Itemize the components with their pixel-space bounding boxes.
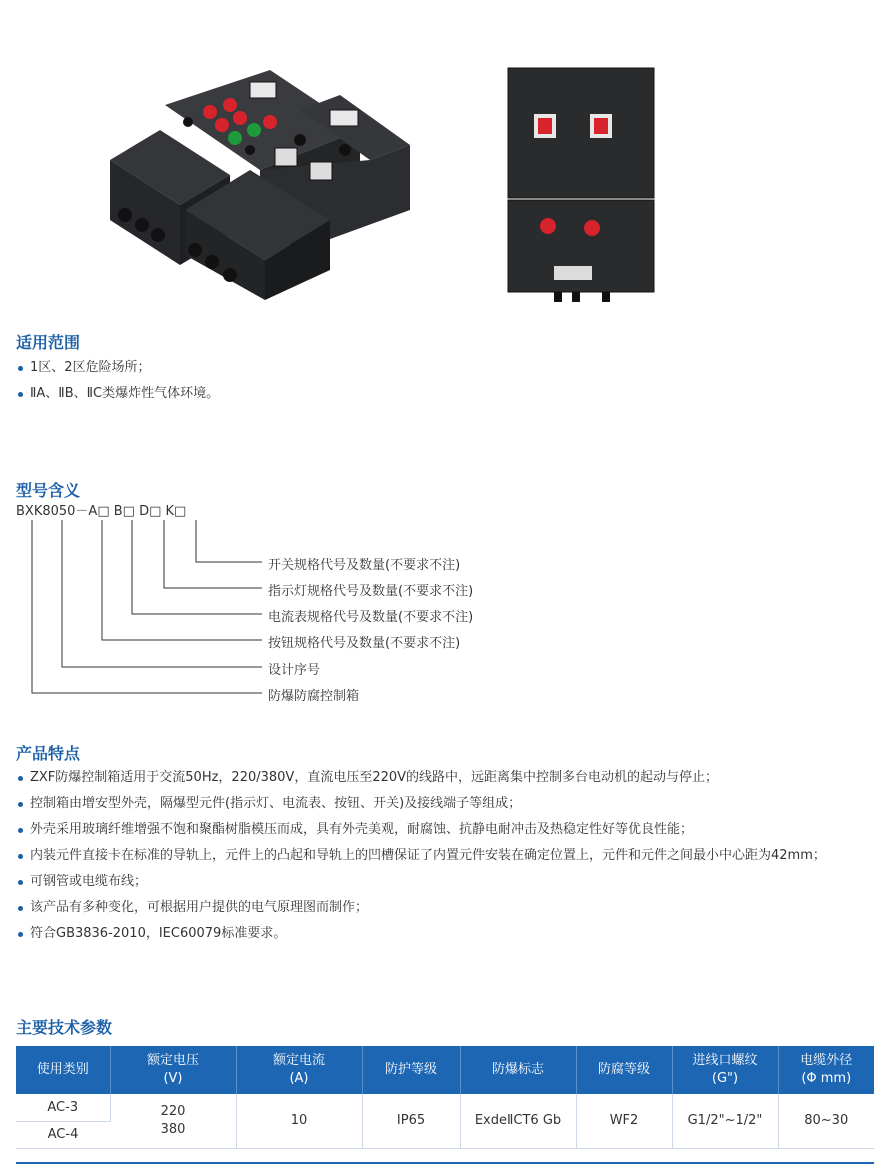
legend-box: 防爆防腐控制箱 [268, 689, 360, 704]
th-current: 额定电流 (A) [236, 1046, 362, 1094]
legend-design-serial: 设计序号 [268, 663, 321, 678]
th-explosion: 防爆标志 [460, 1046, 576, 1094]
cell-thread: G1/2"~1/2" [672, 1094, 778, 1148]
th-protection: 防护等级 [362, 1046, 460, 1094]
list-item: 内装元件直接卡在标准的导轨上，元件上的凸起和导轨上的凹槽保证了内置元件安装在确定位置上，元件和元件之间最小中心距为42mm； [18, 843, 826, 869]
control-box-front-image [482, 48, 682, 316]
list-item: ⅡA、ⅡB、ⅡC类爆炸性气体环境。 [18, 381, 219, 407]
cell-protection: IP65 [362, 1094, 460, 1148]
th-category: 使用类别 [16, 1046, 110, 1094]
cell-category: AC-4 [16, 1121, 110, 1148]
spec-table [16, 1046, 874, 1149]
list-item: 外壳采用玻璃纤维增强不饱和聚酯树脂模压而成，具有外壳美观，耐腐蚀、抗静电耐冲击及热稳定性好等优良性能； [18, 817, 826, 843]
scope-list [18, 355, 219, 407]
th-voltage: 额定电压 (V) [110, 1046, 236, 1094]
th-corrosion: 防腐等级 [576, 1046, 672, 1094]
cell-voltage: 220 380 [110, 1094, 236, 1148]
product-images [0, 0, 888, 320]
th-thread: 进线口螺纹 (G") [672, 1046, 778, 1094]
list-item: 1区、2区危险场所； [18, 355, 219, 381]
params-title: 主要技术参数 [16, 1018, 113, 1037]
legend-indicator: 指示灯规格代号及数量(不要求不注) [268, 584, 474, 599]
features-title: 产品特点 [16, 744, 81, 763]
cell-cable: 80~30 [778, 1094, 874, 1148]
cell-explosion: ExdeⅡCT6 Gb [460, 1094, 576, 1148]
cell-current: 10 [236, 1094, 362, 1148]
list-item: 符合GB3836-2010，IEC60079标准要求。 [18, 921, 826, 947]
combined-control-box-image [100, 50, 420, 305]
legend-ammeter: 电流表规格代号及数量(不要求不注) [268, 610, 474, 625]
th-cable: 电缆外径 (Φ mm) [778, 1046, 874, 1094]
legend-switch: 开关规格代号及数量(不要求不注) [268, 558, 461, 573]
list-item: ZXF防爆控制箱适用于交流50Hz，220/380V，直流电压至220V的线路中，远距离集中控制多台电动机的起动与停止； [18, 765, 826, 791]
table-row [16, 1094, 874, 1121]
scope-title: 适用范围 [16, 333, 81, 352]
cell-category: AC-3 [16, 1094, 110, 1121]
legend-button: 按钮规格代号及数量(不要求不注) [268, 636, 461, 651]
cell-corrosion: WF2 [576, 1094, 672, 1148]
table-bottom-rule [16, 1162, 874, 1164]
list-item: 该产品有多种变化，可根据用户提供的电气原理图而制作； [18, 895, 826, 921]
table-header-row [16, 1046, 874, 1094]
list-item: 控制箱由增安型外壳，隔爆型元件(指示灯、电流表、按钮、开关)及接线端子等组成； [18, 791, 826, 817]
model-code: BXK8050－A□ B□ D□ K□ [16, 504, 187, 519]
model-title: 型号含义 [16, 481, 81, 500]
features-list [18, 765, 826, 947]
list-item: 可钢管或电缆布线； [18, 869, 826, 895]
